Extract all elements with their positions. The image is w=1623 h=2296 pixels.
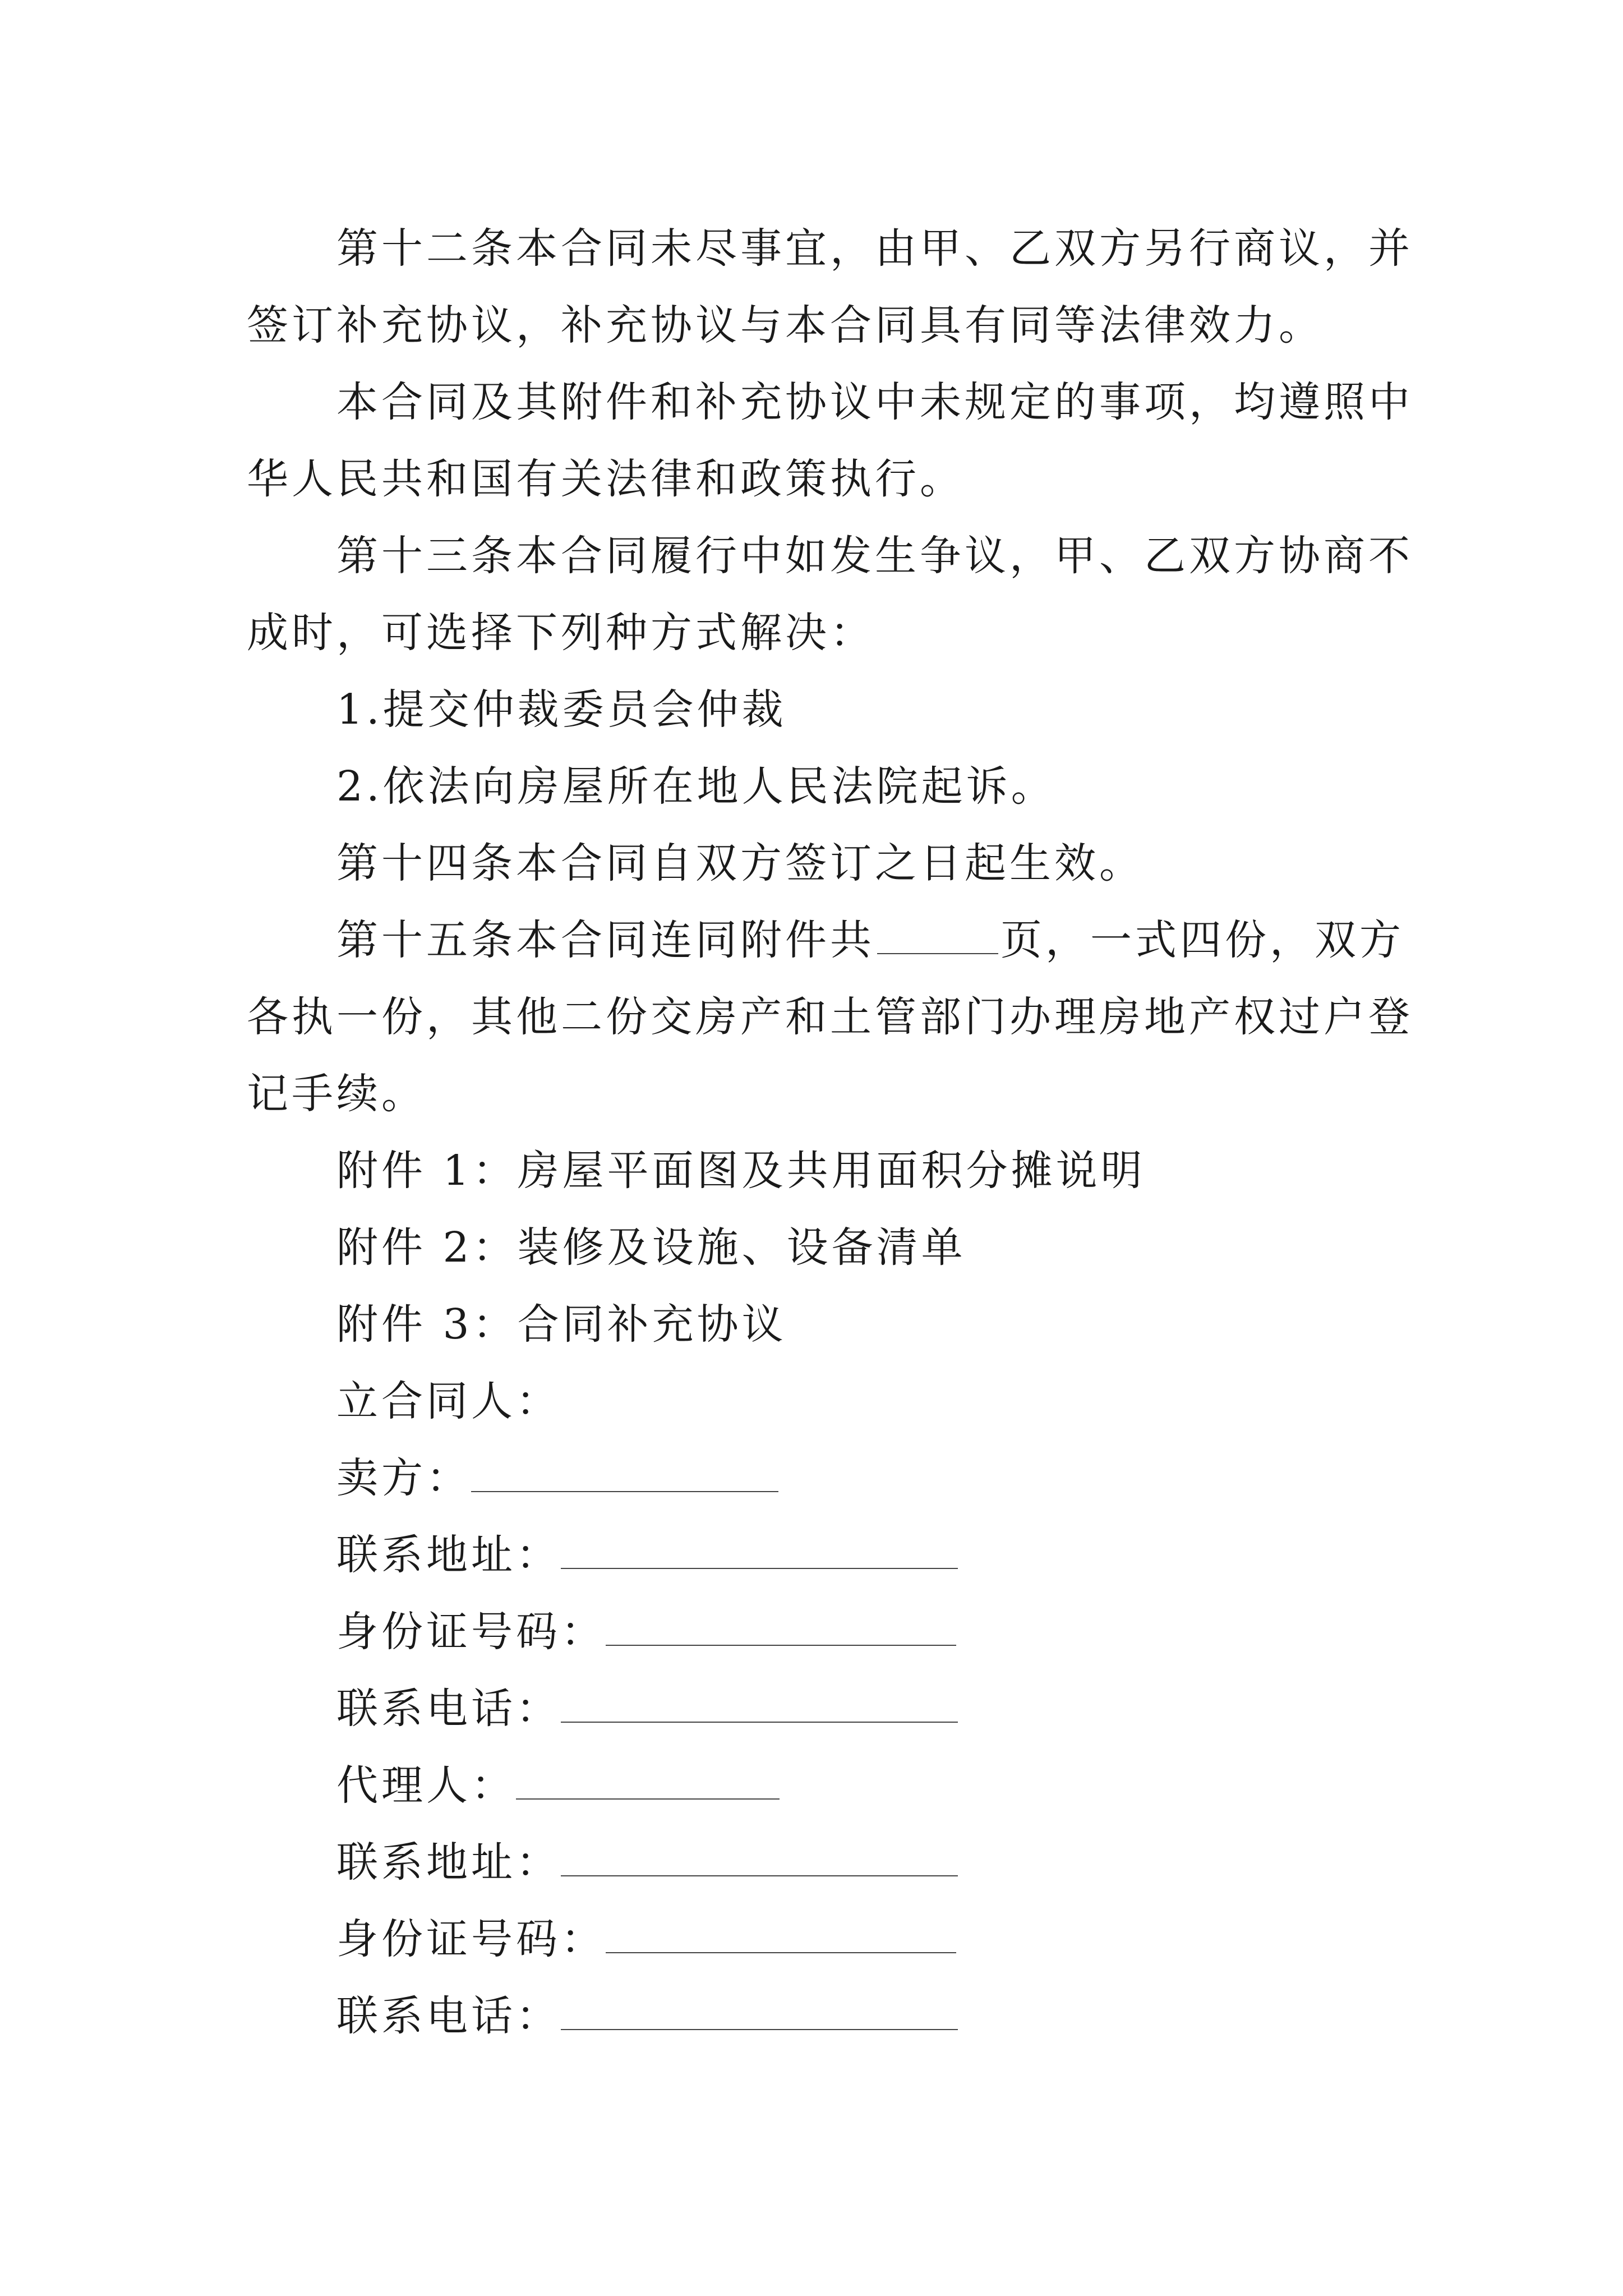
seller-id-row (247, 1594, 1385, 1671)
seller-label: 卖方： (336, 1454, 471, 1502)
seller-row (247, 1440, 1385, 1517)
article-14: 第十四条本合同自双方签订之日起生效。 (336, 839, 1144, 887)
supplement-line-2: 华人民共和国有关法律和政策执行。 (247, 455, 965, 503)
agent-phone-row (247, 1978, 1385, 2055)
agent-blank[interactable] (516, 1764, 780, 1800)
agent-address-label: 联系地址： (336, 1838, 561, 1887)
article-13-line-1: 第十三条本合同履行中如发生争议，甲、乙双方协商不 (336, 532, 1413, 580)
article-15-line-3: 记手续。 (247, 1070, 426, 1118)
article-15-text-after: 页，一式四份，双方 (1000, 916, 1404, 964)
agent-phone-label: 联系电话： (336, 1992, 561, 2040)
seller-address-label: 联系地址： (336, 1531, 561, 1579)
seller-address-blank[interactable] (561, 1533, 958, 1569)
agent-address-row (247, 1824, 1385, 1901)
attachment-2: 附件 2：装修及设施、设备清单 (336, 1223, 966, 1272)
article-15-line-1 (247, 902, 1404, 979)
agent-id-row (247, 1901, 1385, 1978)
agent-phone-blank[interactable] (561, 1994, 958, 2030)
supplement-line-1: 本合同及其附件和补充协议中未规定的事项，均遵照中 (336, 378, 1413, 426)
dispute-option-2: 2.依法向房屋所在地人民法院起诉。 (336, 762, 1056, 811)
dispute-option-1: 1.提交仲裁委员会仲裁 (336, 685, 787, 734)
agent-row (247, 1747, 1385, 1824)
attachment-1: 附件 1：房屋平面图及共用面积分摊说明 (336, 1147, 1146, 1195)
seller-phone-label: 联系电话： (336, 1685, 561, 1733)
contract-text (247, 210, 1413, 2055)
seller-id-blank[interactable] (606, 1610, 956, 1646)
article-15-text-before: 第十五条本合同连同附件共 (336, 916, 875, 964)
signatories-label: 立合同人： (336, 1377, 561, 1425)
attachment-3: 附件 3：合同补充协议 (336, 1300, 787, 1349)
seller-phone-blank[interactable] (561, 1687, 958, 1723)
seller-phone-row (247, 1671, 1385, 1747)
agent-label: 代理人： (336, 1761, 516, 1810)
agent-id-label: 身份证号码： (336, 1915, 606, 1963)
page-count-blank[interactable] (877, 918, 998, 954)
article-15-line-2: 各执一份，其他二份交房产和土管部门办理房地产权过户登 (247, 993, 1413, 1041)
article-13-line-2: 成时，可选择下列种方式解决： (247, 609, 875, 657)
agent-id-blank[interactable] (606, 1917, 956, 1953)
seller-address-row (247, 1517, 1385, 1594)
agent-address-blank[interactable] (561, 1841, 958, 1876)
article-12-line-2: 签订补充协议，补充协议与本合同具有同等法律效力。 (247, 301, 1324, 349)
article-12-line-1: 第十二条本合同未尽事宜，由甲、乙双方另行商议，并 (336, 224, 1413, 273)
seller-id-label: 身份证号码： (336, 1608, 606, 1656)
seller-blank[interactable] (471, 1456, 778, 1492)
